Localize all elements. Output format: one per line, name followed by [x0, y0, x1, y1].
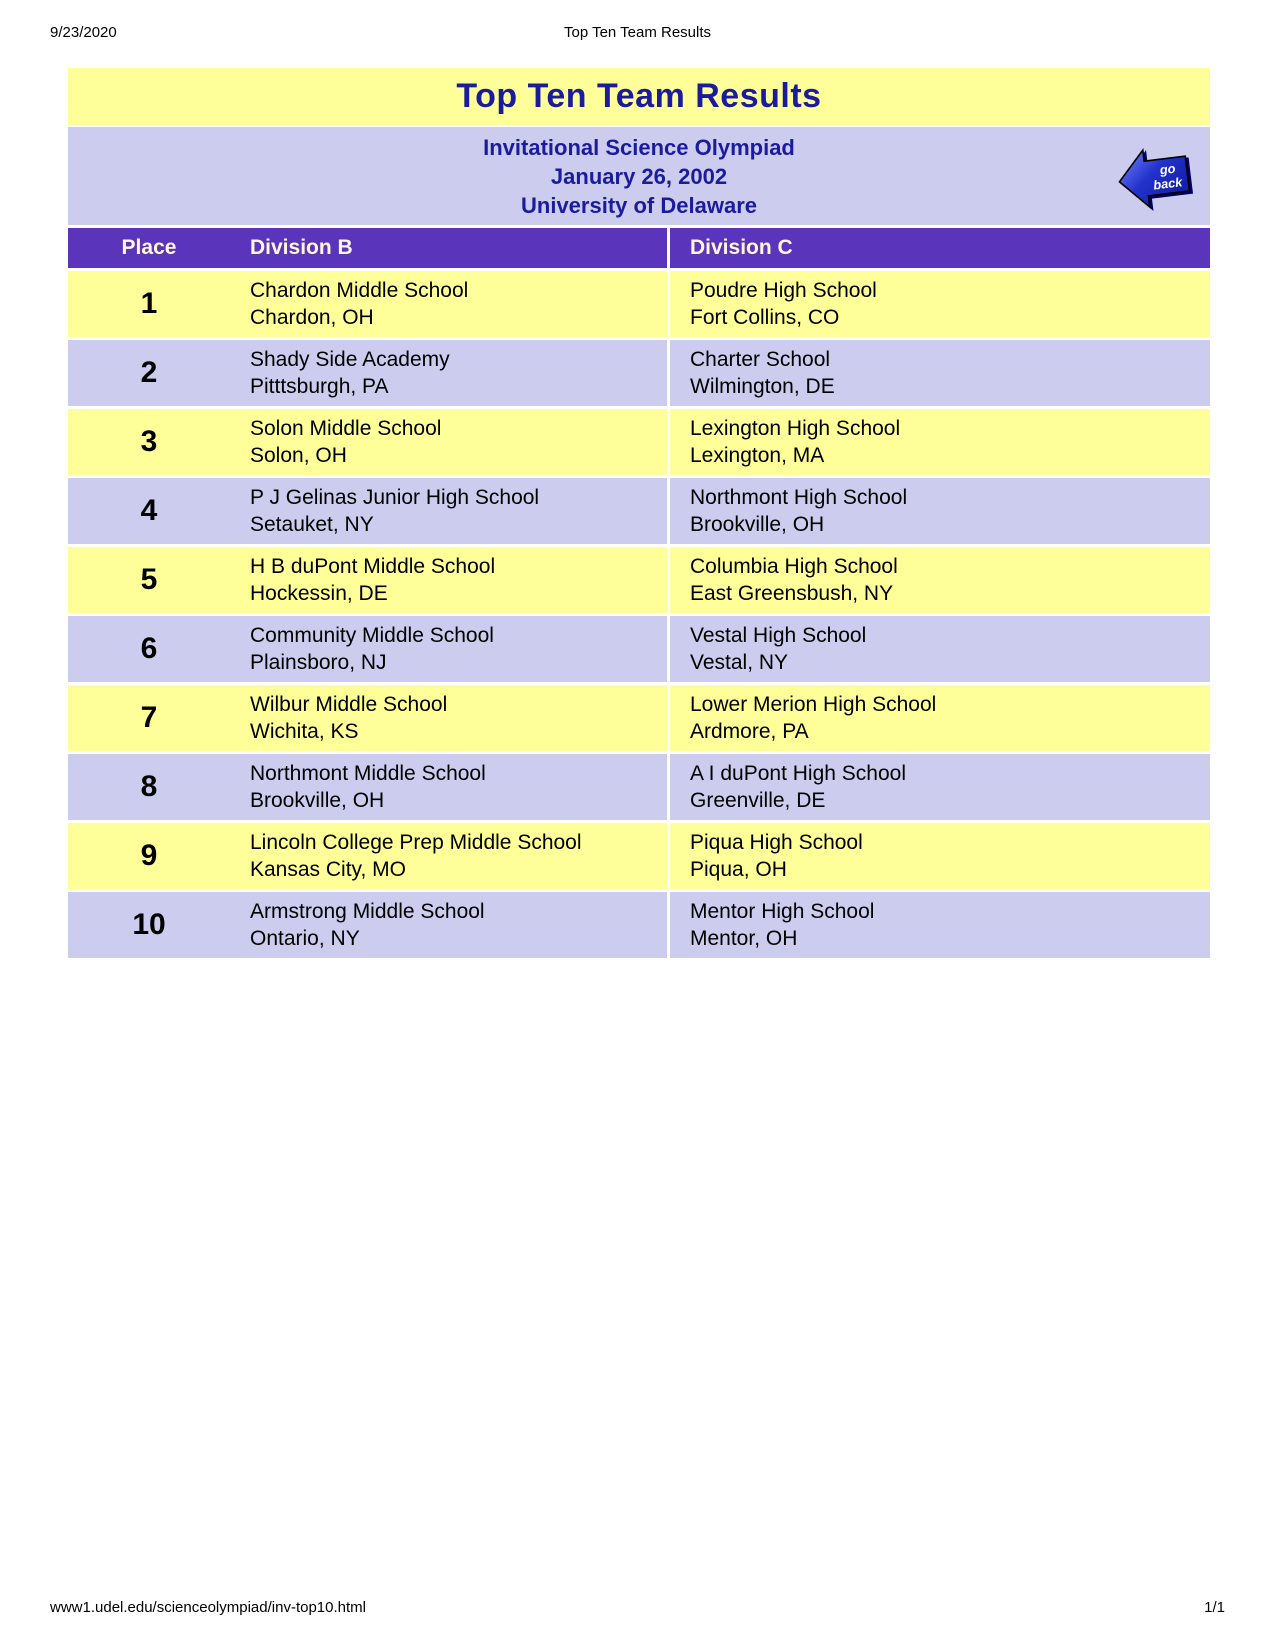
column-header-division-c: Division C [667, 228, 1210, 268]
place-cell: 8 [68, 754, 230, 820]
division-b-cell [230, 823, 667, 889]
subtitle-event: Invitational Science Olympiad [483, 134, 795, 160]
column-header-place: Place [68, 228, 230, 268]
print-header-title: Top Ten Team Results [563, 24, 712, 41]
subtitle-university: University of Delaware [521, 192, 757, 218]
results-table [68, 225, 1210, 961]
print-footer-url: www1.udel.edu/scienceolympiad/inv-top10.html [50, 1599, 366, 1616]
school-location: Ardmore, PA [690, 720, 809, 743]
school-location: Lexington, MA [690, 444, 825, 467]
school-location: Greenville, DE [690, 789, 826, 812]
division-b-cell [230, 892, 667, 958]
go-back-label-line2: back [1152, 174, 1184, 193]
division-c-cell [667, 616, 1210, 682]
table-row [68, 271, 1210, 337]
division-c-cell [667, 271, 1210, 337]
division-c-cell [667, 409, 1210, 475]
go-back-button[interactable] [1114, 141, 1194, 211]
table-row [68, 340, 1210, 406]
school-location: Wilmington, DE [690, 375, 835, 398]
place-cell: 5 [68, 547, 230, 613]
division-c-cell [667, 754, 1210, 820]
table-row [68, 547, 1210, 613]
division-c-cell [667, 823, 1210, 889]
table-row [68, 754, 1210, 820]
page-title: Top Ten Team Results [456, 77, 822, 115]
division-b-cell [230, 409, 667, 475]
table-row [68, 409, 1210, 475]
division-b-cell [230, 685, 667, 751]
school-location: Setauket, NY [250, 513, 374, 536]
school-name: Shady Side Academy [250, 348, 450, 371]
school-location: Piqua, OH [690, 858, 787, 881]
school-name: H B duPont Middle School [250, 555, 496, 578]
school-name: Lower Merion High School [690, 693, 937, 716]
school-name: Armstrong Middle School [250, 900, 485, 923]
school-name: Chardon Middle School [250, 279, 469, 302]
table-row [68, 823, 1210, 889]
school-location: Chardon, OH [250, 306, 374, 329]
division-b-cell [230, 271, 667, 337]
print-footer [50, 1599, 1225, 1616]
school-name: Columbia High School [690, 555, 898, 578]
subtitle-banner [68, 127, 1210, 225]
school-location: Brookville, OH [250, 789, 385, 812]
school-location: Wichita, KS [250, 720, 359, 743]
school-location: Vestal, NY [690, 651, 789, 674]
school-name: Lincoln College Prep Middle School [250, 831, 582, 854]
table-row [68, 685, 1210, 751]
school-location: East Greensbush, NY [690, 582, 894, 605]
place-cell: 6 [68, 616, 230, 682]
place-cell: 9 [68, 823, 230, 889]
school-name: Vestal High School [690, 624, 867, 647]
place-cell: 7 [68, 685, 230, 751]
school-name: Solon Middle School [250, 417, 442, 440]
division-c-cell [667, 478, 1210, 544]
school-name: Wilbur Middle School [250, 693, 448, 716]
division-c-cell [667, 685, 1210, 751]
division-b-cell [230, 616, 667, 682]
table-row [68, 616, 1210, 682]
school-name: Mentor High School [690, 900, 875, 923]
school-name: Lexington High School [690, 417, 901, 440]
place-cell: 3 [68, 409, 230, 475]
school-location: Ontario, NY [250, 927, 360, 950]
school-location: Fort Collins, CO [690, 306, 840, 329]
school-location: Solon, OH [250, 444, 347, 467]
school-location: Mentor, OH [690, 927, 798, 950]
place-cell: 1 [68, 271, 230, 337]
school-name: Northmont High School [690, 486, 908, 509]
school-name: P J Gelinas Junior High School [250, 486, 540, 509]
division-b-cell [230, 478, 667, 544]
results-table-body [68, 271, 1210, 958]
division-c-cell [667, 892, 1210, 958]
results-table-header [68, 228, 1210, 268]
column-header-division-b: Division B [230, 228, 667, 268]
school-location: Brookville, OH [690, 513, 825, 536]
school-location: Pitttsburgh, PA [250, 375, 389, 398]
school-name: Northmont Middle School [250, 762, 486, 785]
division-c-cell [667, 547, 1210, 613]
print-header-date: 9/23/2020 [50, 24, 117, 41]
table-row [68, 892, 1210, 958]
print-header [50, 24, 1225, 44]
division-c-cell [667, 340, 1210, 406]
school-name: Community Middle School [250, 624, 494, 647]
go-back-label-line1: go [1158, 160, 1177, 178]
page-number: 1/1 [1204, 1599, 1225, 1616]
school-name: Poudre High School [690, 279, 877, 302]
table-row [68, 478, 1210, 544]
subtitle-date: January 26, 2002 [550, 163, 728, 189]
place-cell: 4 [68, 478, 230, 544]
school-location: Plainsboro, NJ [250, 651, 387, 674]
division-b-cell [230, 340, 667, 406]
place-cell: 10 [68, 892, 230, 958]
page-content [68, 68, 1210, 961]
school-name: Charter School [690, 348, 831, 371]
division-b-cell [230, 754, 667, 820]
title-banner [68, 68, 1210, 125]
division-b-cell [230, 547, 667, 613]
school-location: Hockessin, DE [250, 582, 388, 605]
school-location: Kansas City, MO [250, 858, 406, 881]
school-name: Piqua High School [690, 831, 863, 854]
place-cell: 2 [68, 340, 230, 406]
go-back-arrow-icon [1114, 141, 1194, 211]
school-name: A I duPont High School [690, 762, 906, 785]
